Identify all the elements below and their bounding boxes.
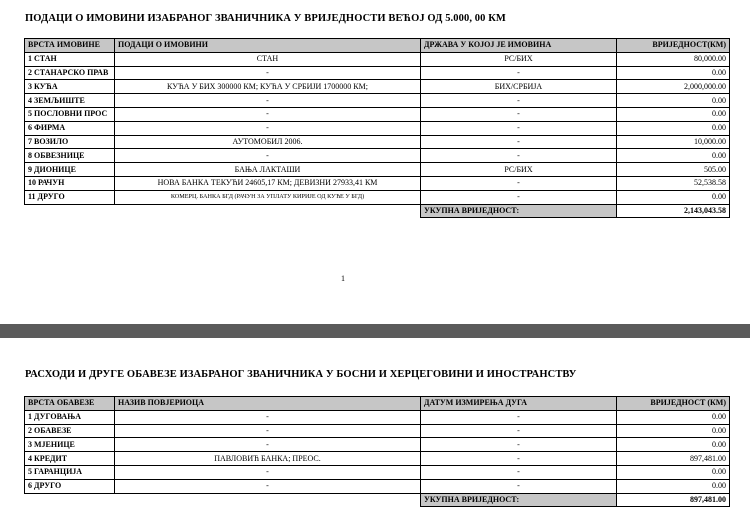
asset-country-cell: - [421, 107, 617, 121]
table-row [25, 121, 730, 135]
asset-details-cell: - [115, 149, 421, 163]
table-row [25, 52, 730, 66]
creditor-cell: - [115, 424, 421, 438]
column-header-creditor: НАЗИВ ПОВЈЕРИОЦА [115, 397, 421, 411]
asset-details-cell: НОВА БАНКА ТЕКУЋИ 24605,17 КМ; ДЕВИЗНИ 27933,41 КМ [115, 176, 421, 190]
asset-type-cell: 10 РАЧУН [25, 176, 115, 190]
liability-value-cell: 0.00 [617, 479, 730, 493]
asset-value-cell: 505.00 [617, 163, 730, 177]
page-break-divider [0, 324, 750, 338]
liability-value-cell: 0.00 [617, 424, 730, 438]
liability-type-cell: 1 ДУГОВАЊА [25, 410, 115, 424]
liabilities-total-row [25, 493, 730, 507]
asset-details-cell: КОМЕРЦ. БАНКА БГД (РАЧУН ЗА УПЛАТУ КИРИЈЕ ОД КУЋЕ У БГД) [115, 190, 421, 204]
liabilities-total-value: 897,481.00 [617, 493, 730, 507]
asset-country-cell: - [421, 190, 617, 204]
asset-type-cell: 5 ПОСЛОВНИ ПРОС [25, 107, 115, 121]
asset-type-cell: 8 ОБВЕЗНИЦЕ [25, 149, 115, 163]
asset-details-cell: - [115, 121, 421, 135]
creditor-cell: - [115, 465, 421, 479]
asset-details-cell: - [115, 107, 421, 121]
document-page-2 [0, 338, 750, 516]
assets-total-row [25, 204, 730, 218]
liability-type-cell: 2 ОБАВЕЗЕ [25, 424, 115, 438]
table-row [25, 465, 730, 479]
asset-details-cell: АУТОМОБИЛ 2006. [115, 135, 421, 149]
asset-value-cell: 0.00 [617, 107, 730, 121]
asset-value-cell: 0.00 [617, 66, 730, 80]
asset-value-cell: 0.00 [617, 149, 730, 163]
liabilities-section-title: РАСХОДИ И ДРУГЕ ОБАВЕЗЕ ИЗАБРАНОГ ЗВАНИЧНИКА У БОСНИ И ХЕРЦЕГОВИНИ И ИНОСТРАНСТВУ [25, 369, 577, 380]
asset-value-cell: 80,000.00 [617, 52, 730, 66]
asset-type-cell: 2 СТАНАРСКО ПРАВ [25, 66, 115, 80]
column-header-asset-details: ПОДАЦИ О ИМОВИНИ [115, 39, 421, 53]
creditor-cell: - [115, 438, 421, 452]
table-row [25, 107, 730, 121]
asset-details-cell: - [115, 94, 421, 108]
assets-header-row [25, 39, 730, 53]
creditor-cell: - [115, 410, 421, 424]
table-row [25, 438, 730, 452]
table-row [25, 424, 730, 438]
asset-value-cell: 2,000,000.00 [617, 80, 730, 94]
table-row [25, 479, 730, 493]
asset-value-cell: 0.00 [617, 94, 730, 108]
column-header-value: ВРИЈЕДНОСТ (КМ) [617, 397, 730, 411]
asset-type-cell: 11 ДРУГО [25, 190, 115, 204]
liability-type-cell: 3 МЈЕНИЦЕ [25, 438, 115, 452]
table-row [25, 452, 730, 466]
liability-type-cell: 6 ДРУГО [25, 479, 115, 493]
asset-type-cell: 3 КУЋА [25, 80, 115, 94]
liability-type-cell: 4 КРЕДИТ [25, 452, 115, 466]
assets-section-title: ПОДАЦИ О ИМОВИНИ ИЗАБРАНОГ ЗВАНИЧНИКА У ВРИЈЕДНОСТИ ВЕЋОЈ ОД 5.000, 00 КМ [25, 13, 506, 24]
liabilities-table [24, 396, 730, 507]
column-header-value: ВРИЈЕДНОСТ(КМ) [617, 39, 730, 53]
table-row [25, 163, 730, 177]
liability-value-cell: 897,481.00 [617, 452, 730, 466]
asset-country-cell: - [421, 94, 617, 108]
liabilities-header-row [25, 397, 730, 411]
settlement-date-cell: - [421, 479, 617, 493]
page-number: 1 [341, 274, 345, 283]
asset-country-cell: РС/БИХ [421, 52, 617, 66]
column-header-country: ДРЖАВА У КОЈОЈ ЈЕ ИМОВИНА [421, 39, 617, 53]
asset-details-cell: - [115, 66, 421, 80]
settlement-date-cell: - [421, 465, 617, 479]
asset-value-cell: 0.00 [617, 190, 730, 204]
asset-type-cell: 1 СТАН [25, 52, 115, 66]
assets-total-value: 2,143,043.58 [617, 204, 730, 218]
column-header-settlement-date: ДАТУМ ИЗМИРЕЊА ДУГА [421, 397, 617, 411]
assets-table [24, 38, 730, 218]
asset-value-cell: 0.00 [617, 121, 730, 135]
assets-total-label: УКУПНА ВРИЈЕДНОСТ: [421, 204, 617, 218]
asset-country-cell: РС/БИХ [421, 163, 617, 177]
settlement-date-cell: - [421, 424, 617, 438]
asset-type-cell: 7 ВОЗИЛО [25, 135, 115, 149]
asset-country-cell: - [421, 176, 617, 190]
liability-type-cell: 5 ГАРАНЦИЈА [25, 465, 115, 479]
table-row [25, 176, 730, 190]
table-row [25, 190, 730, 204]
asset-country-cell: - [421, 135, 617, 149]
asset-country-cell: БИХ/СРБИЈА [421, 80, 617, 94]
asset-country-cell: - [421, 66, 617, 80]
liability-value-cell: 0.00 [617, 465, 730, 479]
table-row [25, 135, 730, 149]
asset-details-cell: КУЋА У БИХ 300000 КМ; КУЋА У СРБИЈИ 1700000 КМ; [115, 80, 421, 94]
asset-details-cell: БАЊА ЛАКТАШИ [115, 163, 421, 177]
creditor-cell: - [115, 479, 421, 493]
table-row [25, 410, 730, 424]
liability-value-cell: 0.00 [617, 410, 730, 424]
column-header-liability-type: ВРСТА ОБАВЕЗЕ [25, 397, 115, 411]
table-row [25, 80, 730, 94]
settlement-date-cell: - [421, 438, 617, 452]
settlement-date-cell: - [421, 410, 617, 424]
creditor-cell: ПАВЛОВИЋ БАНКА; ПРЕОС. [115, 452, 421, 466]
asset-details-cell: СТАН [115, 52, 421, 66]
liability-value-cell: 0.00 [617, 438, 730, 452]
table-row [25, 149, 730, 163]
asset-type-cell: 9 ДИОНИЦЕ [25, 163, 115, 177]
table-row [25, 66, 730, 80]
asset-type-cell: 4 ЗЕМЉИШТЕ [25, 94, 115, 108]
column-header-asset-type: ВРСТА ИМОВИНЕ [25, 39, 115, 53]
asset-country-cell: - [421, 121, 617, 135]
asset-value-cell: 10,000.00 [617, 135, 730, 149]
asset-type-cell: 6 ФИРМА [25, 121, 115, 135]
asset-value-cell: 52,538.58 [617, 176, 730, 190]
settlement-date-cell: - [421, 452, 617, 466]
asset-country-cell: - [421, 149, 617, 163]
table-row [25, 94, 730, 108]
liabilities-total-label: УКУПНА ВРИЈЕДНОСТ: [421, 493, 617, 507]
